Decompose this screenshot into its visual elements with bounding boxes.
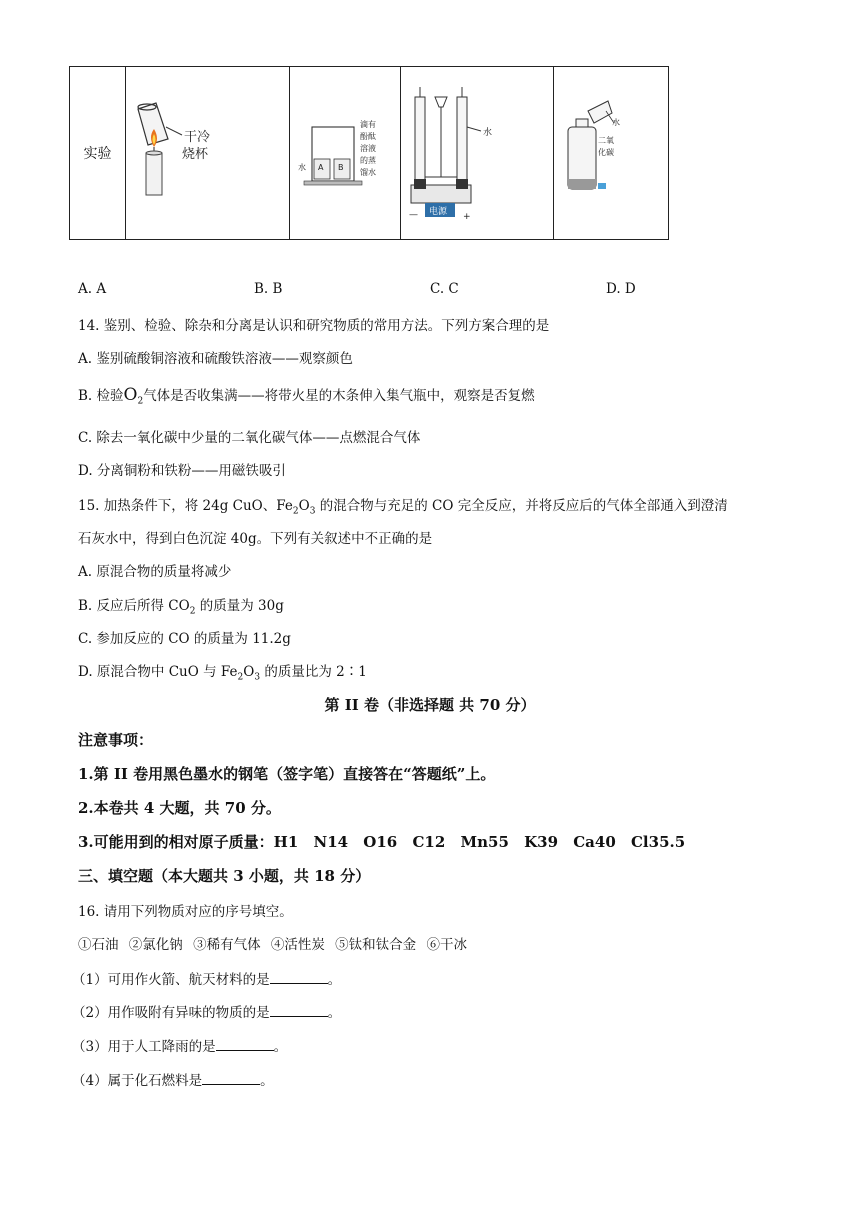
q15-d-sub1: 2 bbox=[237, 672, 244, 683]
q16-sub1 bbox=[72, 968, 341, 988]
q15-l1-mid: O bbox=[298, 498, 310, 514]
q16-sub3 bbox=[72, 1035, 287, 1055]
q15-option-a: A. 原混合物的质量将减少 bbox=[78, 564, 232, 580]
q14-b-formula: O bbox=[123, 385, 138, 405]
q15-d-post: 的质量比为 2∶1 bbox=[260, 664, 367, 680]
notice-2: 2.本卷共 4 大题，共 70 分。 bbox=[78, 799, 281, 817]
figure-electrolysis bbox=[401, 67, 554, 240]
fig2-text-3: 溶液 bbox=[360, 144, 376, 153]
q14-option-b bbox=[78, 384, 535, 407]
q16-items: ①石油 ②氯化钠 ③稀有气体 ④活性炭 ⑤钛和钛合金 ⑥干冰 bbox=[78, 937, 467, 953]
q16-blank-2[interactable] bbox=[270, 1004, 328, 1017]
fig2-text-1: 滴有 bbox=[360, 120, 376, 129]
fig2-text-2: 酚酞 bbox=[360, 132, 376, 141]
fig2-text-4: 的蒸 bbox=[360, 156, 376, 165]
q15-option-d bbox=[78, 660, 367, 683]
minus-sign: — bbox=[409, 210, 418, 220]
row-label: 实验 bbox=[70, 67, 126, 240]
q16-sub1-text: （1）可用作火箭、航天材料的是 bbox=[72, 972, 270, 988]
q15-l1-post: 的混合物与充足的 CO 完全反应，并将反应后的气体全部通入到澄清 bbox=[315, 498, 728, 514]
beaker-b: B bbox=[338, 163, 344, 172]
q16-sub2 bbox=[72, 1001, 341, 1021]
option-a: A. A bbox=[78, 281, 107, 297]
q15-b-pre: B. 反应后所得 CO bbox=[78, 598, 190, 614]
q16-stem: 16. 请用下列物质对应的序号填空。 bbox=[78, 904, 293, 920]
q15-b-sub: 2 bbox=[189, 606, 196, 617]
q15-stem-line2: 石灰水中，得到白色沉淀 40g。下列有关叙述中不正确的是 bbox=[78, 531, 433, 547]
q15-b-post: 的质量为 30g bbox=[195, 598, 284, 614]
q16-sub3-end: 。 bbox=[273, 1039, 288, 1055]
q15-l1-sub1: 2 bbox=[292, 506, 299, 517]
q14-b-sub: 2 bbox=[137, 396, 144, 407]
q15-l1-pre: 15. 加热条件下，将 24g CuO、Fe bbox=[78, 498, 293, 514]
notice-title: 注意事项： bbox=[78, 731, 154, 749]
q16-sub1-end: 。 bbox=[327, 972, 342, 988]
option-c: C. C bbox=[430, 281, 459, 297]
fig1-label-2: 烧杯 bbox=[182, 147, 209, 162]
part3-heading: 三、填空题（本大题共 3 小题，共 18 分） bbox=[78, 867, 371, 885]
q14-b-pre: B. 检验 bbox=[78, 388, 124, 404]
fig3-water: 水 bbox=[483, 128, 493, 138]
q14-option-a: A. 鉴别硫酸铜溶液和硫酸铁溶液——观察颜色 bbox=[78, 351, 353, 367]
q15-d-sub2: 3 bbox=[254, 672, 261, 683]
q14-option-d: D. 分离铜粉和铁粉——用磁铁吸引 bbox=[78, 463, 286, 479]
q14-stem: 14. 鉴别、检验、除杂和分离是认识和研究物质的常用方法。下列方案合理的是 bbox=[78, 318, 550, 334]
q15-l1-sub2: 3 bbox=[309, 506, 316, 517]
q16-sub3-text: （3）用于人工降雨的是 bbox=[72, 1039, 216, 1055]
option-b: B. B bbox=[254, 281, 283, 297]
fig4-label-1: 水 bbox=[612, 118, 620, 127]
q15-d-pre: D. 原混合物中 CuO 与 Fe bbox=[78, 664, 238, 680]
plus-sign: + bbox=[463, 212, 471, 222]
q15-option-c: C. 参加反应的 CO 的质量为 11.2g bbox=[78, 631, 291, 647]
q16-sub2-end: 。 bbox=[327, 1005, 342, 1021]
q14-option-c: C. 除去一氧化碳中少量的二氧化碳气体——点燃混合气体 bbox=[78, 430, 421, 446]
figure-phenolphthalein bbox=[290, 67, 401, 240]
section2-title: 第 II 卷（非选择题 共 70 分） bbox=[324, 696, 536, 714]
q16-blank-3[interactable] bbox=[216, 1038, 274, 1051]
q16-blank-4[interactable] bbox=[202, 1072, 260, 1085]
q16-blank-1[interactable] bbox=[270, 971, 328, 984]
fig4-label-3: 化碳 bbox=[598, 148, 614, 157]
notice-1: 1.第 II 卷用黑色墨水的钢笔（签字笔）直接答在“答题纸”上。 bbox=[78, 765, 496, 783]
q15-option-b bbox=[78, 594, 284, 617]
figure-co2-bottle bbox=[554, 67, 669, 240]
q14-b-post: 气体是否收集满——将带火星的木条伸入集气瓶中，观察是否复燃 bbox=[143, 388, 535, 404]
fig1-label-1: 干冷 bbox=[184, 130, 211, 145]
q16-sub4-end: 。 bbox=[260, 1073, 274, 1089]
beaker-a: A bbox=[318, 163, 324, 172]
q16-sub4 bbox=[72, 1069, 274, 1089]
fig2-water: 水 bbox=[298, 163, 306, 172]
fig2-text-5: 馏水 bbox=[360, 168, 376, 177]
q16-sub2-text: （2）用作吸附有异味的物质的是 bbox=[72, 1005, 270, 1021]
q16-sub4-text: （4）属于化石燃料是 bbox=[72, 1073, 203, 1089]
experiment-table bbox=[69, 66, 669, 240]
fig4-label-2: 二氧 bbox=[598, 136, 614, 145]
power-label: 电源 bbox=[429, 207, 448, 217]
notice-3: 3.可能用到的相对原子质量：H1 N14 O16 C12 Mn55 K39 Ca40 Cl35.5 bbox=[78, 833, 686, 851]
figure-cold-beaker bbox=[126, 67, 290, 240]
q15-d-mid: O bbox=[243, 664, 255, 680]
option-d: D. D bbox=[606, 281, 636, 297]
q15-stem-line1 bbox=[78, 494, 728, 517]
